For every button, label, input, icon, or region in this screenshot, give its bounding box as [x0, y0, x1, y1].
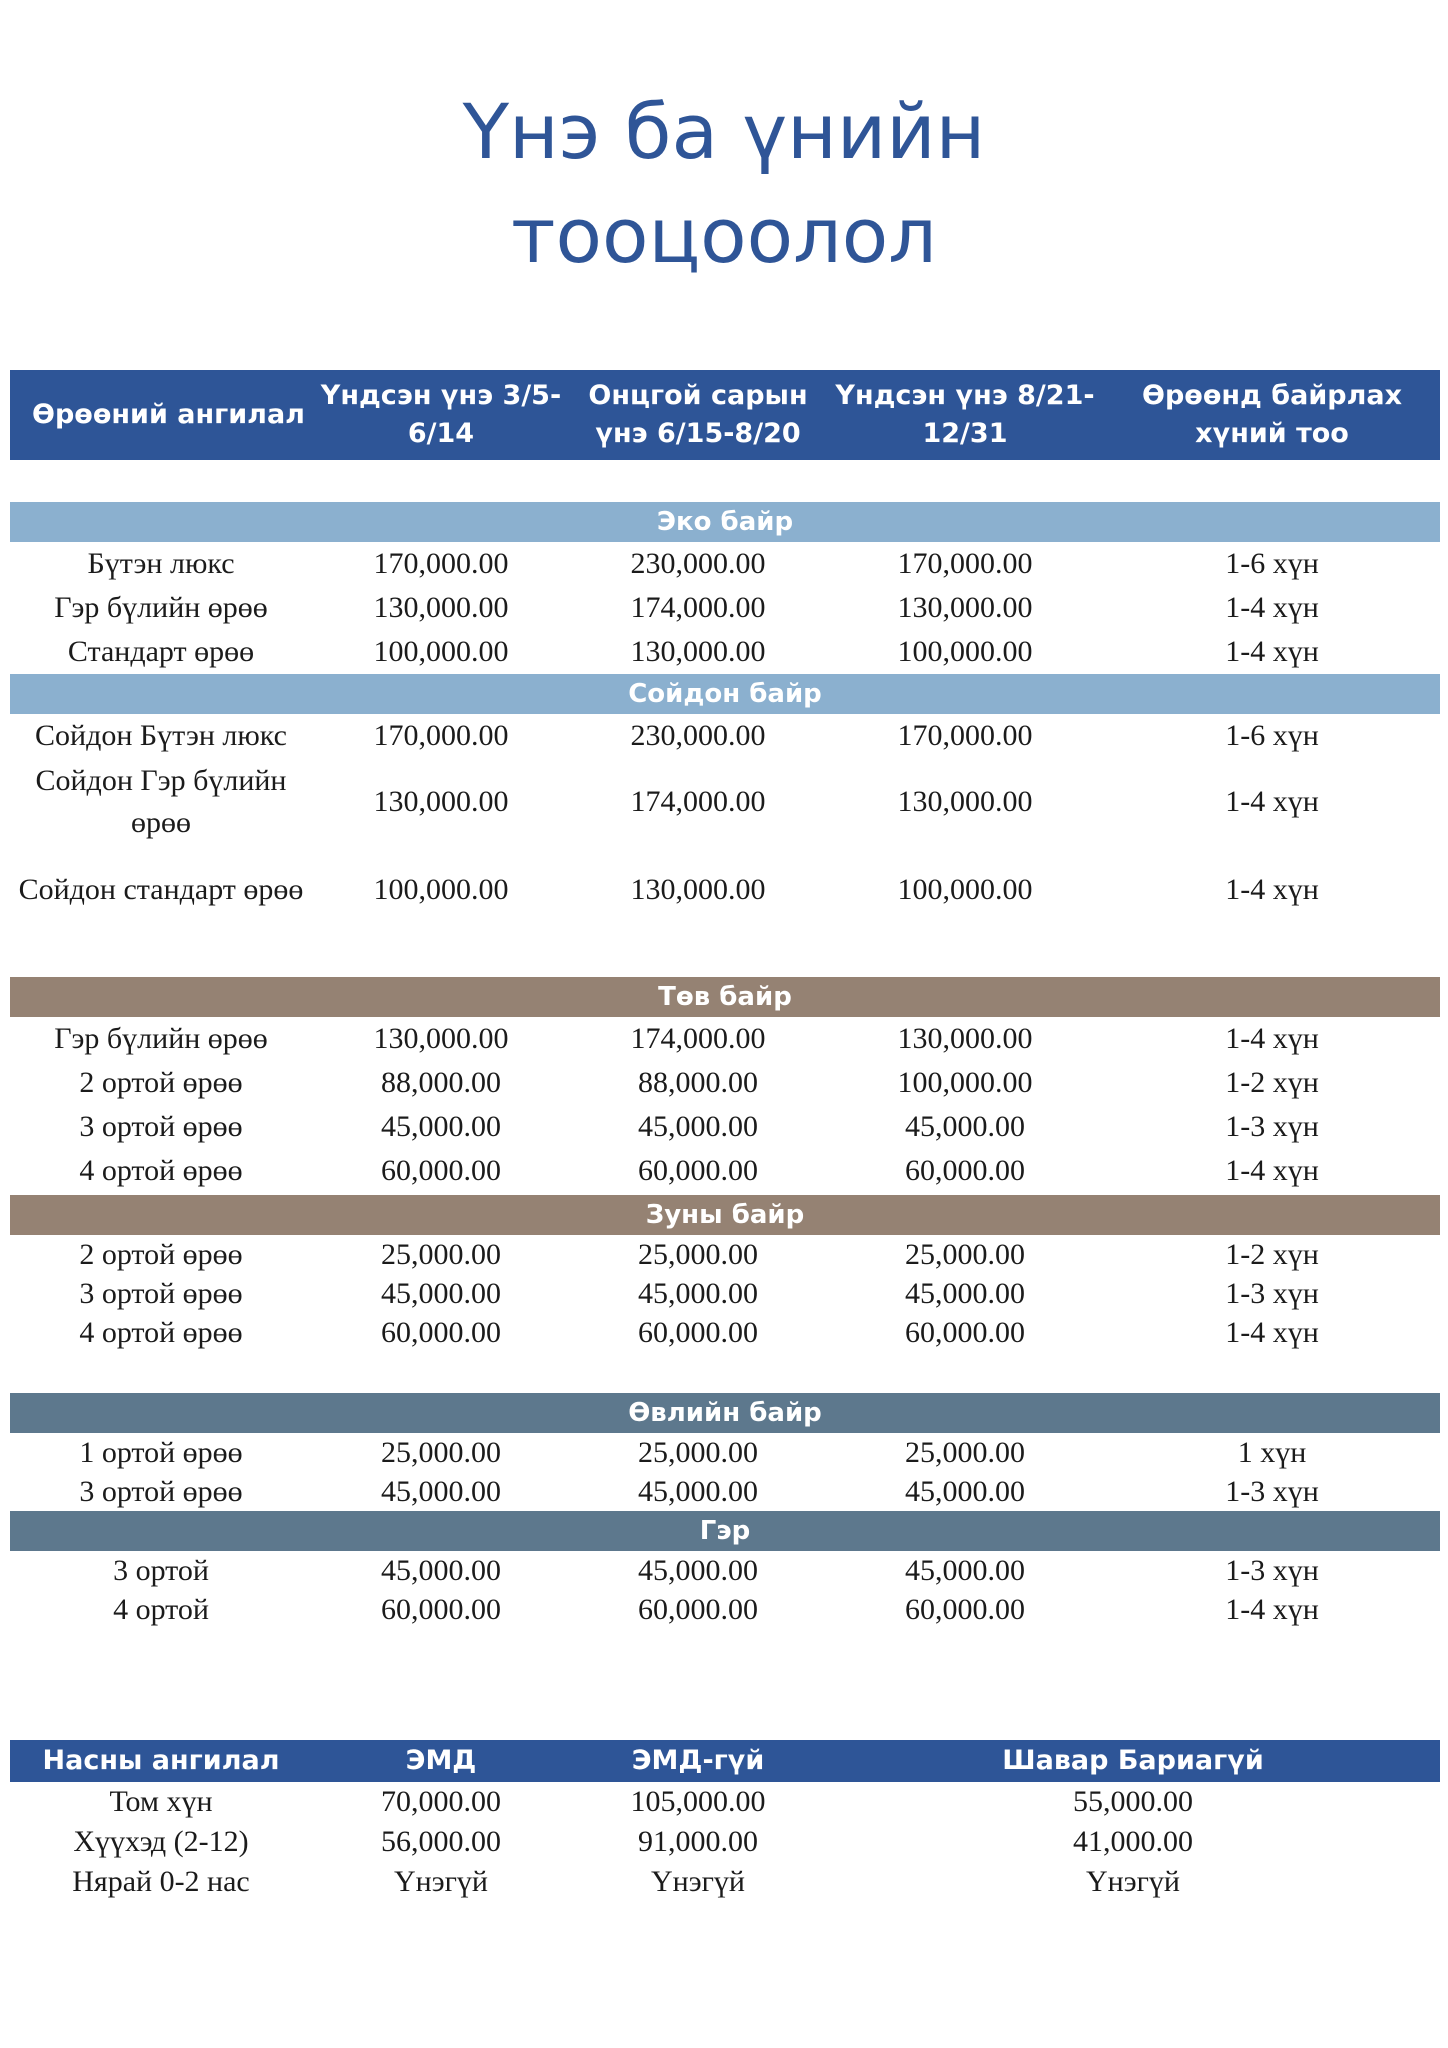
- room-name: Гэр бүлийн өрөө: [54, 591, 268, 624]
- table-row: [10, 1782, 1440, 1822]
- section-band-eco: Эко байр: [10, 502, 1440, 542]
- price-emd: 56,000.00: [381, 1825, 501, 1858]
- price-special: 174,000.00: [630, 1022, 766, 1055]
- price-table: [10, 370, 1440, 460]
- price-base-2: 25,000.00: [905, 1237, 1025, 1271]
- price-base-2: 25,000.00: [905, 1435, 1025, 1469]
- price-no-mud: Үнэгүй: [1086, 1865, 1180, 1898]
- table-row: [10, 1551, 1440, 1590]
- price-base-2: 170,000.00: [897, 547, 1033, 580]
- room-name: 2 ортой өрөө: [79, 1237, 243, 1271]
- section-band-central: Төв байр: [10, 977, 1440, 1017]
- price-base-2: 100,000.00: [897, 873, 1033, 906]
- table-row: [10, 1822, 1440, 1862]
- capacity: 1-4 хүн: [1225, 1592, 1319, 1626]
- capacity: 1-4 хүн: [1225, 873, 1319, 906]
- page-title-line-1: Үнэ ба үнийн: [462, 87, 986, 176]
- room-name: Бүтэн люкс: [87, 547, 235, 580]
- price-base-1: 88,000.00: [381, 1066, 501, 1099]
- room-name: 3 ортой өрөө: [79, 1276, 243, 1310]
- price-special: 88,000.00: [638, 1066, 758, 1099]
- age-table-header: [10, 1740, 1440, 1782]
- price-base-2: 60,000.00: [905, 1592, 1025, 1626]
- price-base-1: 45,000.00: [381, 1474, 501, 1508]
- price-special: 130,000.00: [630, 873, 766, 906]
- price-base-1: 60,000.00: [381, 1154, 501, 1187]
- price-base-2: 100,000.00: [897, 1066, 1033, 1099]
- room-name: 3 ортой өрөө: [79, 1110, 243, 1143]
- section-rows-eco: [10, 542, 1440, 674]
- section-band-winter: Өвлийн байр: [10, 1393, 1440, 1433]
- page-title-line-2: тооцоолол: [511, 191, 937, 280]
- table-row: [10, 630, 1440, 674]
- header-base-price-2: Үндсэн үнэ 8/21-12/31: [835, 380, 1095, 449]
- price-special: 45,000.00: [638, 1474, 758, 1508]
- price-base-2: 100,000.00: [897, 635, 1033, 668]
- table-row: [10, 1472, 1440, 1511]
- header-special-price: Онцгой сарын үнэ 6/15-8/20: [588, 380, 808, 449]
- section-rows-summer: [10, 1235, 1440, 1352]
- capacity: 1-2 хүн: [1225, 1237, 1319, 1271]
- table-row: [10, 846, 1440, 934]
- capacity: 1-4 хүн: [1225, 1315, 1319, 1349]
- table-row: [10, 1313, 1440, 1352]
- header-emd: ЭМД: [405, 1745, 477, 1776]
- section-rows-ger: [10, 1551, 1440, 1629]
- room-name: 4 ортой өрөө: [79, 1154, 243, 1187]
- price-emd: Үнэгүй: [394, 1865, 488, 1898]
- price-special: 174,000.00: [630, 785, 766, 818]
- price-base-2: 130,000.00: [897, 591, 1033, 624]
- page-title: [0, 80, 1448, 288]
- header-no-mud: Шавар Бариагүй: [1002, 1745, 1264, 1776]
- capacity: 1-3 хүн: [1225, 1553, 1319, 1587]
- price-base-1: 170,000.00: [373, 547, 509, 580]
- price-base-2: 60,000.00: [905, 1154, 1025, 1187]
- section-band-summer: Зуны байр: [10, 1195, 1440, 1235]
- table-row: [10, 586, 1440, 630]
- price-base-1: 60,000.00: [381, 1592, 501, 1626]
- room-name: 1 ортой өрөө: [79, 1435, 243, 1469]
- price-special: 25,000.00: [638, 1237, 758, 1271]
- price-special: 130,000.00: [630, 635, 766, 668]
- price-base-1: 25,000.00: [381, 1435, 501, 1469]
- section-rows-soidon: [10, 714, 1440, 934]
- price-no-emd: 91,000.00: [638, 1825, 758, 1858]
- room-name: 2 ортой өрөө: [79, 1066, 243, 1099]
- price-base-1: 130,000.00: [373, 785, 509, 818]
- capacity: 1-3 хүн: [1225, 1474, 1319, 1508]
- price-emd: 70,000.00: [381, 1785, 501, 1818]
- price-base-1: 45,000.00: [381, 1553, 501, 1587]
- room-name: 4 ортой өрөө: [79, 1315, 243, 1349]
- price-special: 25,000.00: [638, 1435, 758, 1469]
- price-special: 45,000.00: [638, 1553, 758, 1587]
- capacity: 1-4 хүн: [1225, 591, 1319, 624]
- capacity: 1-6 хүн: [1225, 719, 1319, 752]
- price-base-1: 45,000.00: [381, 1110, 501, 1143]
- price-special: 45,000.00: [638, 1276, 758, 1310]
- table-row: [10, 1105, 1440, 1149]
- age-label: Нярай 0-2 нас: [72, 1865, 250, 1898]
- price-base-2: 45,000.00: [905, 1276, 1025, 1310]
- header-base-price-1: Үндсэн үнэ 3/5-6/14: [320, 380, 562, 449]
- room-name: 3 ортой өрөө: [79, 1474, 243, 1508]
- age-label: Том хүн: [109, 1785, 213, 1818]
- price-base-2: 45,000.00: [905, 1553, 1025, 1587]
- capacity: 1-3 хүн: [1225, 1110, 1319, 1143]
- table-row: [10, 1433, 1440, 1472]
- price-base-2: 170,000.00: [897, 719, 1033, 752]
- age-table-rows: [10, 1782, 1440, 1902]
- price-no-emd: Үнэгүй: [651, 1865, 745, 1898]
- table-row: [10, 542, 1440, 586]
- price-base-2: 130,000.00: [897, 1022, 1033, 1055]
- price-no-emd: 105,000.00: [630, 1785, 766, 1818]
- table-row: [10, 1862, 1440, 1902]
- header-room-category: Өрөөний ангилал: [32, 399, 305, 430]
- price-table-header: [10, 370, 1440, 460]
- table-row: [10, 1061, 1440, 1105]
- price-base-1: 60,000.00: [381, 1315, 501, 1349]
- price-base-2: 45,000.00: [905, 1474, 1025, 1508]
- price-base-2: 60,000.00: [905, 1315, 1025, 1349]
- price-base-1: 100,000.00: [373, 635, 509, 668]
- table-row: [10, 1590, 1440, 1629]
- price-base-1: 25,000.00: [381, 1237, 501, 1271]
- header-capacity: Өрөөнд байрлах хүний тоо: [1142, 380, 1402, 449]
- capacity: 1-4 хүн: [1225, 1154, 1319, 1187]
- capacity: 1-4 хүн: [1225, 635, 1319, 668]
- capacity: 1-2 хүн: [1225, 1066, 1319, 1099]
- capacity: 1-6 хүн: [1225, 547, 1319, 580]
- header-no-emd: ЭМД-гүй: [631, 1745, 765, 1776]
- capacity: 1-4 хүн: [1225, 1022, 1319, 1055]
- price-special: 230,000.00: [630, 719, 766, 752]
- table-row: [10, 1017, 1440, 1061]
- table-row: [10, 714, 1440, 758]
- price-base-1: 45,000.00: [381, 1276, 501, 1310]
- room-name: Сойдон Гэр бүлийн өрөө: [35, 764, 287, 839]
- room-name: Гэр бүлийн өрөө: [54, 1022, 268, 1055]
- capacity: 1-4 хүн: [1225, 785, 1319, 818]
- price-base-1: 130,000.00: [373, 591, 509, 624]
- price-special: 60,000.00: [638, 1592, 758, 1626]
- price-no-mud: 55,000.00: [1073, 1785, 1193, 1818]
- price-special: 174,000.00: [630, 591, 766, 624]
- room-name: Стандарт өрөө: [67, 635, 255, 668]
- table-row: [10, 758, 1440, 846]
- price-base-1: 170,000.00: [373, 719, 509, 752]
- header-age-category: Насны ангилал: [42, 1745, 280, 1776]
- table-row: [10, 1235, 1440, 1274]
- capacity: 1-3 хүн: [1225, 1276, 1319, 1310]
- price-base-1: 130,000.00: [373, 1022, 509, 1055]
- room-name: Сойдон Бүтэн люкс: [35, 719, 287, 752]
- capacity: 1 хүн: [1237, 1435, 1307, 1469]
- price-special: 45,000.00: [638, 1110, 758, 1143]
- price-special: 60,000.00: [638, 1154, 758, 1187]
- room-name: Сойдон стандарт өрөө: [18, 873, 304, 906]
- section-rows-central: [10, 1017, 1440, 1193]
- section-band-soidon: Сойдон байр: [10, 674, 1440, 714]
- section-band-ger: Гэр: [10, 1511, 1440, 1551]
- section-rows-winter: [10, 1433, 1440, 1511]
- price-base-2: 45,000.00: [905, 1110, 1025, 1143]
- table-row: [10, 1274, 1440, 1313]
- room-name: 4 ортой: [113, 1592, 209, 1626]
- price-special: 60,000.00: [638, 1315, 758, 1349]
- table-row: [10, 1149, 1440, 1193]
- room-name: 3 ортой: [113, 1553, 209, 1587]
- price-special: 230,000.00: [630, 547, 766, 580]
- price-base-2: 130,000.00: [897, 785, 1033, 818]
- price-base-1: 100,000.00: [373, 873, 509, 906]
- age-label: Хүүхэд (2-12): [73, 1825, 249, 1858]
- price-no-mud: 41,000.00: [1073, 1825, 1193, 1858]
